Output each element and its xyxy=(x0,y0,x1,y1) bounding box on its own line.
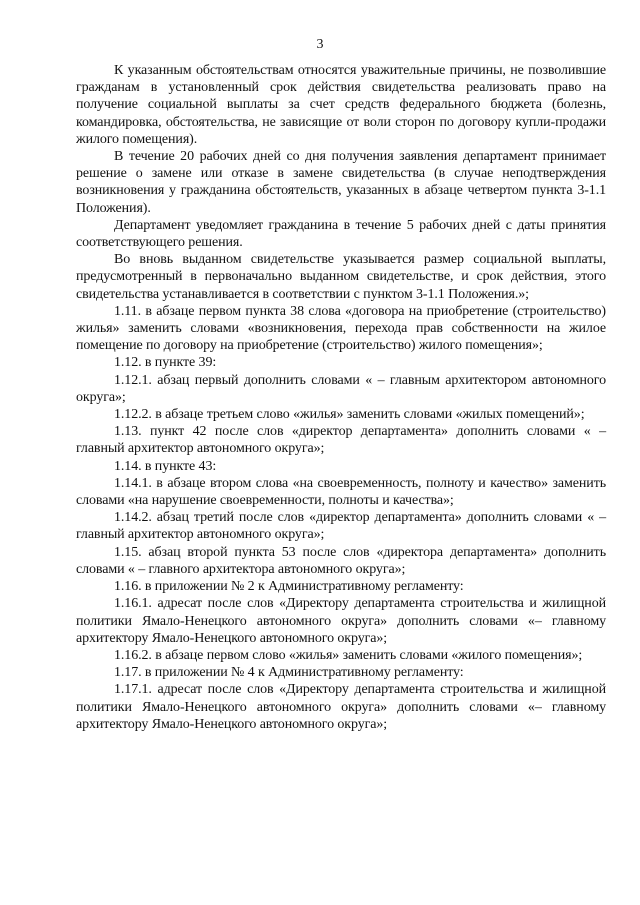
paragraph-new-certificate: Во вновь выданном свидетельстве указывается размер социальной выплаты, предусмотренный в первоначально выданном свидетельстве, и срок действия, этого свидетельства устанавливается в соответствии с пунктом 3-1.1 Положения.»; xyxy=(76,252,606,302)
paragraph-item-1-17: 1.17. в приложении № 4 к Административному регламенту: xyxy=(114,665,464,681)
paragraph-valid-reasons: К указанным обстоятельствам относятся уважительные причины, не позволившие гражданам в установленный срок действия свидетельства реализовать право на получение социальной выплаты за счет средств федерального бюджета (болезнь, командировка, обстоятельства, не зависящие от воли сторон по договору купли-продажи жилого помещения). xyxy=(76,63,606,147)
paragraph-item-1-16-1: 1.16.1. адресат после слов «Директору департамента строительства и жилищной политики Ямало-Ненецкого автономного округа» дополнить словами «– главному архитектору Ямало-Ненецкого автономного округа»; xyxy=(76,596,606,646)
document-body xyxy=(76,62,606,733)
paragraph-decision-deadline: В течение 20 рабочих дней со дня получения заявления департамент принимает решение о замене или отказе в замене свидетельства (в случае неподтверждения возникновения у гражданина обстоятельств, указанных в абзаце четвертом пункта 3-1.1 Положения). xyxy=(76,149,606,216)
paragraph-item-1-11: 1.11. в абзаце первом пункта 38 слова «договора на приобретение (строительство) жилья» заменить словами «возникновения, перехода прав собственности на жилое помещение по договору на приобретение (строительство) жилого помещения»; xyxy=(76,303,606,354)
paragraph-item-1-13: 1.13. пункт 42 после слов «директор департамента» дополнить словами « – главный архитектор автономного округа»; xyxy=(76,424,606,457)
paragraph-item-1-14-1: 1.14.1. в абзаце втором слова «на своевременность, полноту и качество» заменить словами «на нарушение своевременности, полноты и качества»; xyxy=(76,475,606,509)
paragraph-item-1-15: 1.15. абзац второй пункта 53 после слов «директора департамента» дополнить словами « – главного архитектора автономного округа»; xyxy=(76,544,606,577)
paragraph-item-1-12-2: 1.12.2. в абзаце третьем слово «жилья» заменить словами «жилых помещений»; xyxy=(114,407,585,423)
paragraph-item-1-14-2: 1.14.2. абзац третий после слов «директор департамента» дополнить словами « – главный архитектор автономного округа»; xyxy=(76,510,606,543)
paragraph-item-1-12: 1.12. в пункте 39: xyxy=(114,355,217,371)
paragraph-item-1-16-2: 1.16.2. в абзаце первом слово «жилья» заменить словами «жилого помещения»; xyxy=(114,647,583,663)
paragraph-item-1-14: 1.14. в пункте 43: xyxy=(114,458,217,474)
paragraph-item-1-12-1: 1.12.1. абзац первый дополнить словами « – главным архитектором автономного округа»; xyxy=(76,372,606,405)
page-number: 3 xyxy=(316,37,324,52)
paragraph-item-1-16: 1.16. в приложении № 2 к Административному регламенту: xyxy=(114,579,464,595)
paragraph-notification: Департамент уведомляет гражданина в течение 5 рабочих дней с даты принятия соответствующего решения. xyxy=(76,217,606,251)
paragraph-item-1-17-1: 1.17.1. адресат после слов «Директору департамента строительства и жилищной политики Ямало-Ненецкого автономного округа» дополнить словами «– главному архитектору Ямало-Ненецкого автономного округа»; xyxy=(76,682,606,732)
